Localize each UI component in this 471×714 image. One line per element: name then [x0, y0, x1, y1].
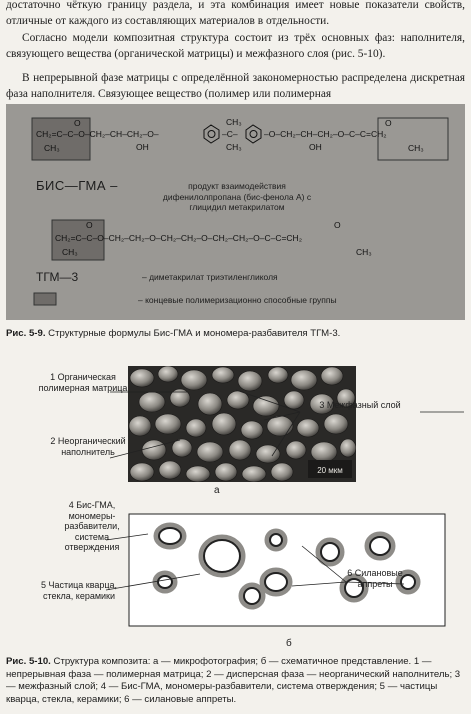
- label-silane-coupling: 6 Силановые аппреты: [347, 568, 403, 589]
- tgm-3-description: – диметакрилат триэтиленгликоля: [142, 272, 278, 282]
- svg-text:O: O: [385, 118, 392, 128]
- figure-5-9: [6, 104, 465, 320]
- label-b: б: [286, 638, 292, 649]
- scale-bar-label: 20 мкм: [317, 466, 343, 475]
- svg-text:OH: OH: [309, 142, 322, 152]
- svg-text:CH₃: CH₃: [44, 143, 60, 153]
- caption-number: Рис. 5-9.: [6, 328, 46, 339]
- micrograph: [128, 366, 356, 482]
- figure-5-9-caption: [6, 328, 465, 341]
- svg-text:OH: OH: [136, 142, 149, 152]
- svg-text:CH₂=C–C–O–CH₂–CH₂–O–CH₂–CH₂–O–: CH₂=C–C–O–CH₂–CH₂–O–CH₂–CH₂–O–CH₂–CH₂–O–C–C=CH₂: [55, 233, 302, 243]
- svg-text:CH₃: CH₃: [226, 117, 242, 127]
- paragraph-3: В непрерывной фазе матрицы с определённой закономерностью распределена дискретная фаза наполнителя. Связующее вещество (полимер или полимерная: [6, 72, 465, 100]
- label-a: а: [214, 485, 220, 496]
- paragraph-2: Согласно модели композитная структура состоит из трёх основных фаз: наполнителя, связующего вещества (органической матрицы) и межфазного слоя (рис. 5-10).: [6, 32, 465, 60]
- svg-text:CH₃: CH₃: [226, 142, 242, 152]
- end-group-left: [32, 118, 90, 160]
- paragraph-1: достаточно чёткую границу раздела, и эта комбинация имеет новые показатели свойств, отличные от каждого из составляющих материалов в отдельности.: [6, 0, 465, 27]
- legend-description: – концевые полимеризационно способные группы: [138, 295, 337, 305]
- label-bis-gma: 4 Бис-ГМА, мономеры-разбавители, система отверждения: [64, 500, 120, 552]
- svg-text:O: O: [86, 220, 93, 230]
- svg-text:O: O: [74, 118, 81, 128]
- label-inorganic-filler: 2 Неорганический наполнитель: [50, 436, 126, 457]
- svg-text:CH₃: CH₃: [356, 247, 372, 257]
- svg-text:–O–CH₂–CH–CH₂–O–C–C=CH₂: –O–CH₂–CH–CH₂–O–C–C=CH₂: [264, 129, 387, 139]
- bis-gma-formula: [36, 117, 424, 153]
- svg-text:O: O: [334, 220, 341, 230]
- label-interphase-layer: 3 Межфазный слой: [319, 400, 401, 410]
- tgm-3-label: ТГМ—3: [36, 270, 79, 284]
- label-quartz-particle: 5 Частица кварца, стекла, керамики: [40, 580, 118, 601]
- figure-5-10-caption: [6, 656, 465, 706]
- caption-text: Структурные формулы Бис-ГМА и мономера-разбавителя ТГМ-3.: [45, 328, 341, 339]
- svg-text:–C–: –C–: [222, 129, 238, 139]
- bis-gma-description: продукт взаимодействия дифенилолпропана (бис-фенола А) с глицидил метакрилатом: [162, 181, 312, 212]
- bis-gma-label: БИС—ГМА –: [36, 178, 118, 193]
- legend-swatch: [34, 293, 56, 305]
- svg-text:CH₂=C–C–O–CH₂–CH–CH₂–O–: CH₂=C–C–O–CH₂–CH–CH₂–O–: [36, 129, 159, 139]
- svg-text:CH₃: CH₃: [62, 247, 78, 257]
- label-polymer-matrix: 1 Органическая полимерная матрица: [38, 372, 128, 393]
- caption-number-2: Рис. 5-10.: [6, 656, 51, 667]
- svg-text:CH₃: CH₃: [408, 143, 424, 153]
- caption-text-2: Структура композита: а — микрофотография; б — схематичное представление. 1 — непрерывная фаза — полимерная матрица; 2 — дисперсная фаза — неорганический наполнитель; 3 — межфазный слой; 4 — Бис-ГМА, мономеры-разбавители, система отверждения; 5 — частицы кварца, стекла, керамики; 6 — силановые аппреты.: [6, 656, 461, 705]
